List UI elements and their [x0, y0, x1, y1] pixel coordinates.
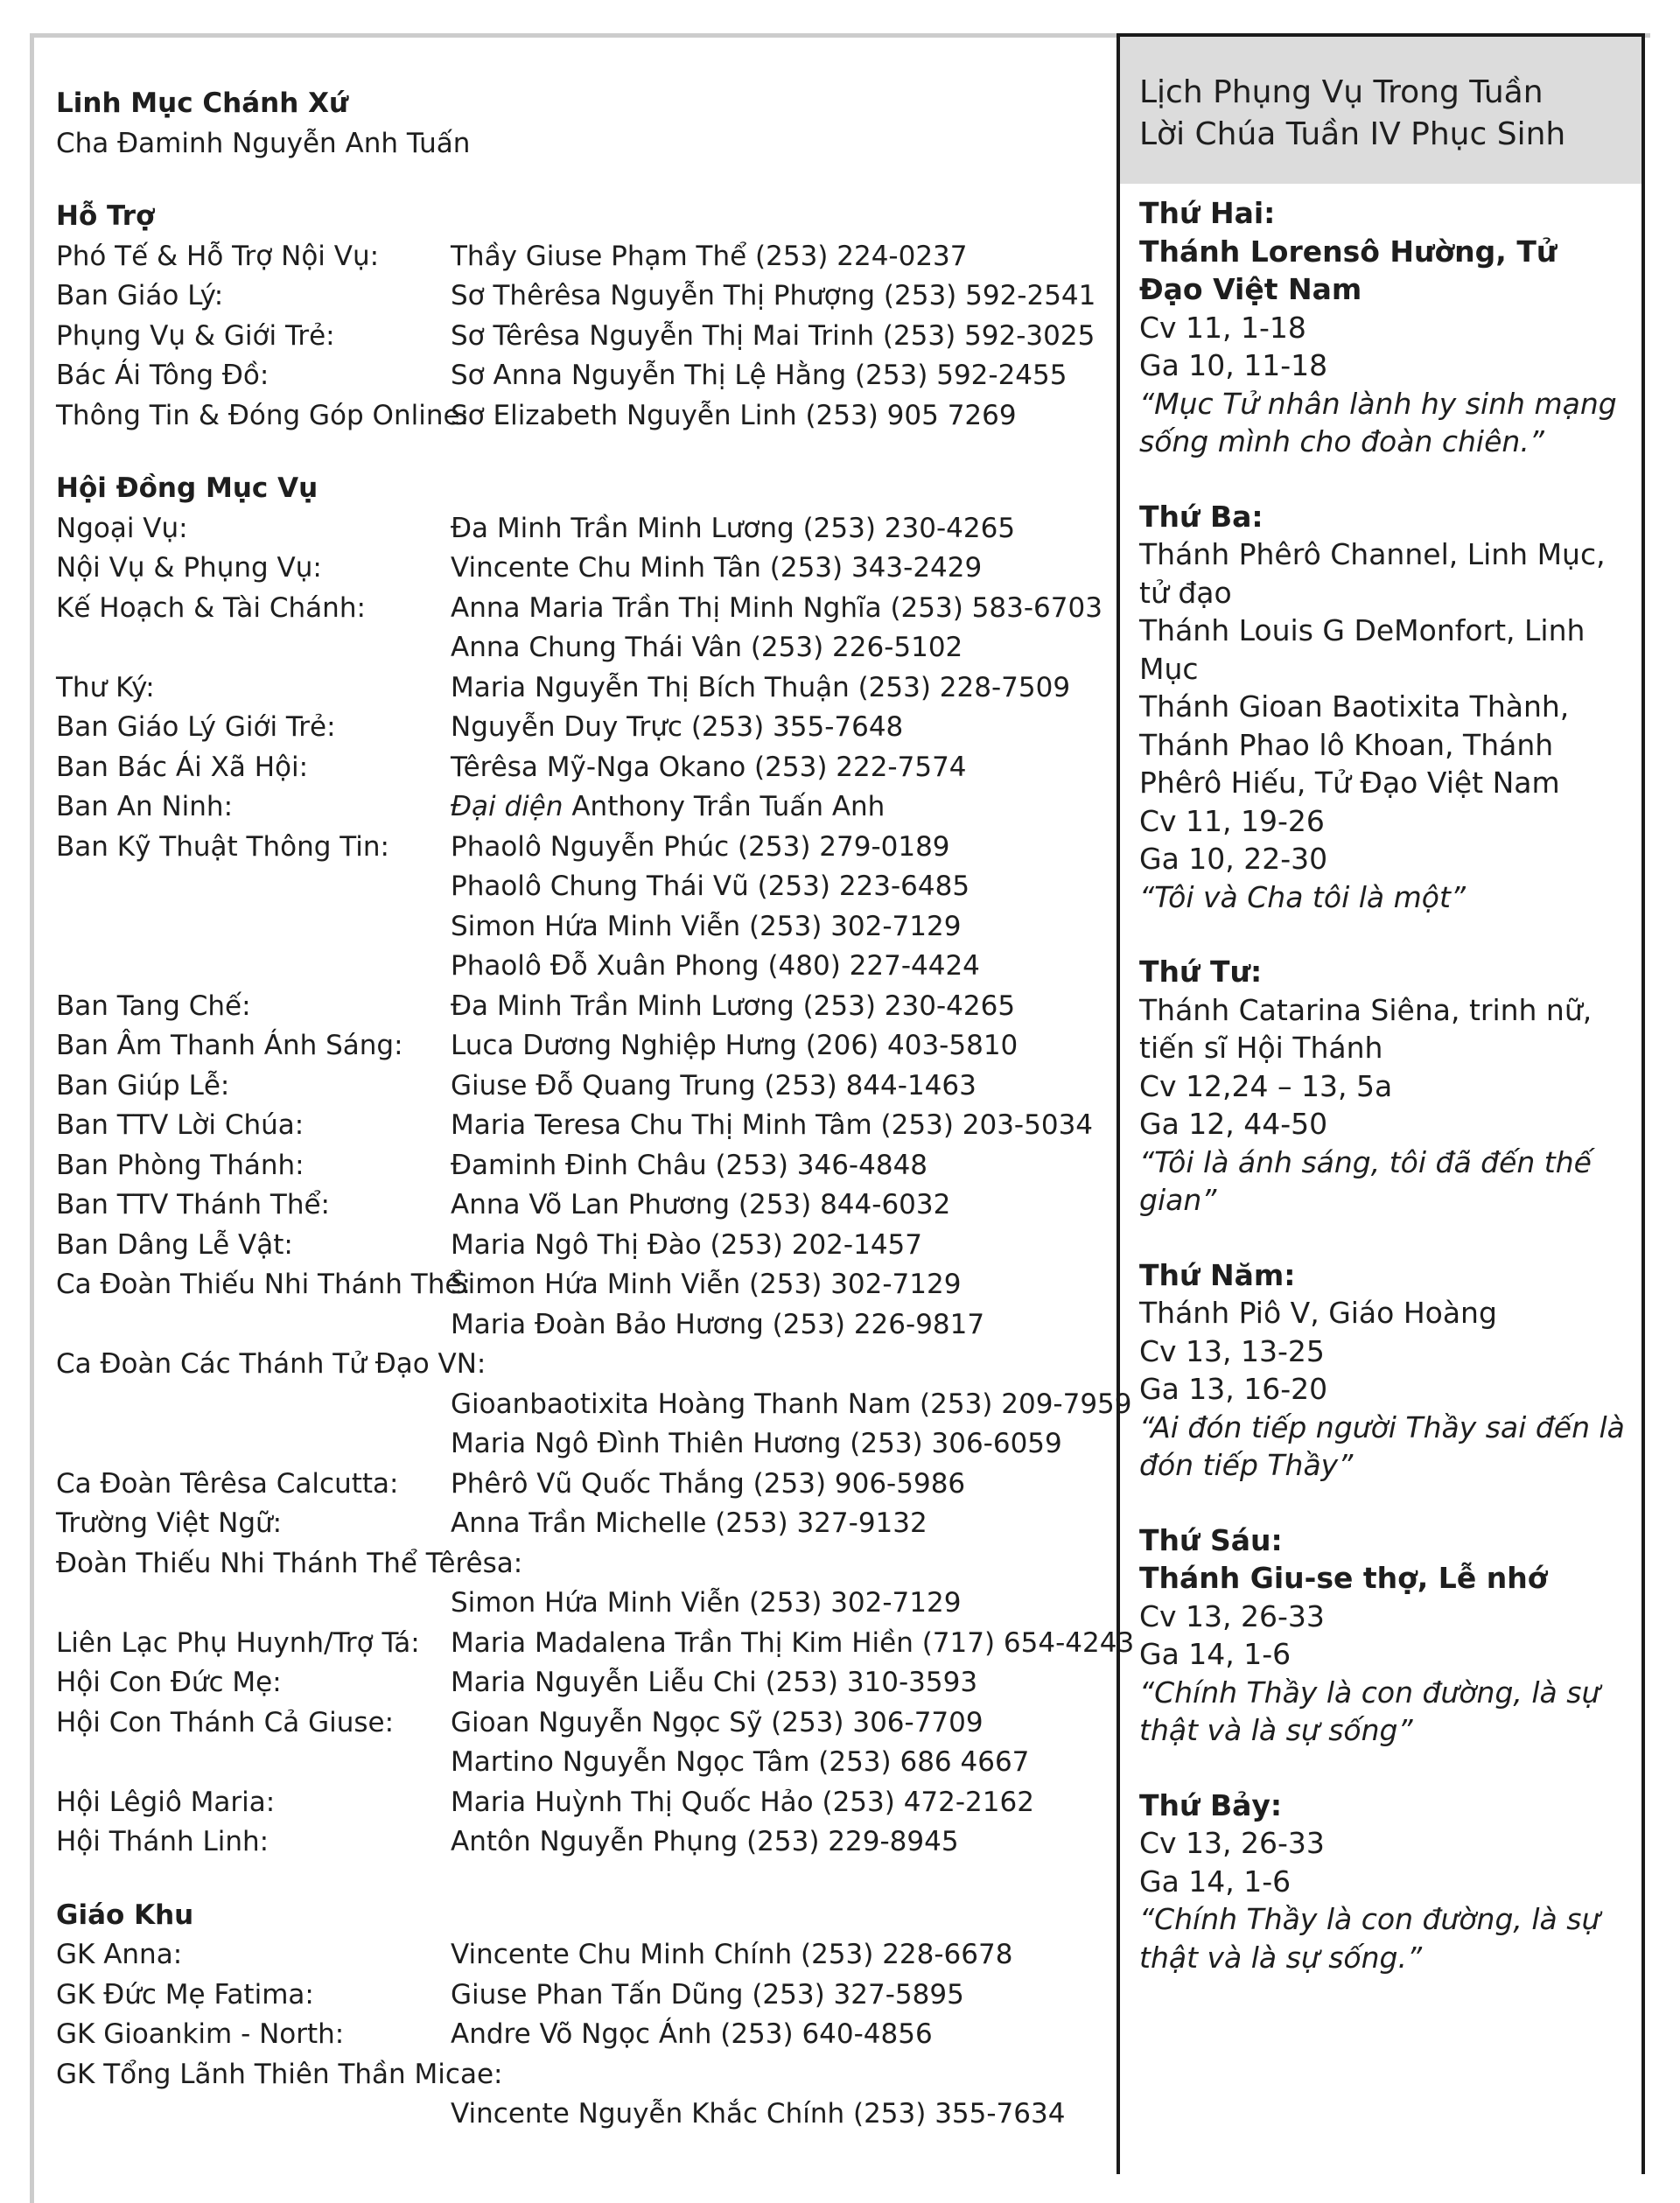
- liturgy-calendar: [1116, 33, 1645, 2174]
- council-row: [56, 1106, 1106, 1146]
- council-row: [56, 987, 1106, 1027]
- council-contact: Đa Minh Trần Minh Lương (253) 230-4265: [451, 990, 1016, 1022]
- council-role: [56, 1584, 451, 1624]
- council-contact: Maria Nguyễn Thị Bích Thuận (253) 228-7509: [451, 671, 1071, 703]
- scripture-reading: Ga 14, 1-6: [1139, 1637, 1292, 1671]
- day-spacer: [1139, 1485, 1626, 1521]
- scripture-reading: Ga 10, 11-18: [1139, 348, 1328, 382]
- gospel-quote: “Chính Thầy là con đường, là sự thật và là sự sống”: [1139, 1675, 1600, 1747]
- council-title: Hội Đồng Mục Vụ: [56, 472, 318, 504]
- scripture-reading: Cv 13, 26-33: [1139, 1826, 1325, 1860]
- council-role: Ngoại Vụ:: [56, 512, 188, 544]
- district-role: GK Anna:: [56, 1939, 183, 1970]
- district-row: [56, 2015, 1106, 2055]
- council-role: Hội Con Đức Mẹ:: [56, 1667, 282, 1698]
- liturgy-header: [1120, 37, 1642, 184]
- parish-directory: [56, 84, 1135, 2135]
- gospel-quote: “Chính Thầy là con đường, là sự thật và là sự sống.”: [1139, 1902, 1600, 1975]
- council-role: Ban Giáo Lý Giới Trẻ:: [56, 711, 336, 743]
- council-role: Ban TTV Thánh Thể:: [56, 1189, 330, 1220]
- saint-memorial: Thánh Piô V, Giáo Hoàng: [1139, 1296, 1497, 1330]
- districts-title: Giáo Khu: [56, 1899, 194, 1931]
- council-role: [56, 1305, 451, 1346]
- council-contact: Maria Huỳnh Thị Quốc Hảo (253) 472-2162: [451, 1786, 1034, 1818]
- council-role: [56, 1743, 451, 1783]
- district-contact: Vincente Chu Minh Chính (253) 228-6678: [451, 1939, 1013, 1970]
- council-contact: Luca Dương Nghiệp Hưng (206) 403-5810: [451, 1030, 1018, 1061]
- council-contact: Maria Teresa Chu Thị Minh Tâm (253) 203-5034: [451, 1109, 1094, 1141]
- council-role: [56, 907, 451, 948]
- council-row: [56, 748, 1106, 788]
- council-contact-note: Đại diện: [451, 791, 564, 822]
- support-row: [56, 317, 1106, 357]
- council-row: [56, 1265, 1106, 1305]
- scripture-reading: Ga 13, 16-20: [1139, 1372, 1328, 1406]
- council-contact: Martino Nguyễn Ngọc Tâm (253) 686 4667: [451, 1746, 1030, 1778]
- support-row: [56, 237, 1106, 277]
- scripture-reading: Cv 12,24 – 13, 5a: [1139, 1068, 1393, 1103]
- council-row: [56, 509, 1106, 549]
- council-row: [56, 1703, 1106, 1744]
- gospel-quote: “Tôi là ánh sáng, tôi đã đến thế gian”: [1139, 1144, 1592, 1217]
- support-contact: Thầy Giuse Phạm Thể (253) 224-0237: [451, 240, 968, 272]
- council-contact: Simon Hứa Minh Viễn (253) 302-7129: [451, 910, 962, 942]
- council-row: [56, 1663, 1106, 1703]
- support-contact: Sơ Anna Nguyễn Thị Lệ Hằng (253) 592-2455: [451, 360, 1068, 391]
- scripture-reading: Cv 11, 1-18: [1139, 310, 1306, 345]
- council-row: [56, 1226, 1106, 1266]
- council-role: Ban Âm Thanh Ánh Sáng:: [56, 1030, 403, 1061]
- support-row: [56, 396, 1106, 437]
- council-contact: Phaolô Chung Thái Vũ (253) 223-6485: [451, 871, 970, 902]
- saint-memorial: Thánh Louis G DeMonfort, Linh Mục: [1139, 613, 1586, 686]
- districts-list: [56, 1935, 1106, 2135]
- council-contact: Anna Chung Thái Vân (253) 226-5102: [451, 632, 963, 663]
- council-role: Ban Dâng Lễ Vật:: [56, 1228, 293, 1261]
- council-row: [56, 1783, 1106, 1823]
- council-contact: Phaolô Đỗ Xuân Phong (480) 227-4424: [451, 950, 980, 982]
- council-row: [56, 708, 1106, 748]
- gospel-quote: “Tôi và Cha tôi là một”: [1139, 879, 1466, 914]
- support-list: [56, 237, 1106, 437]
- district-group-label: GK Tổng Lãnh Thiên Thần Micae:: [56, 2058, 503, 2090]
- day-spacer: [1139, 461, 1626, 498]
- scripture-reading: Cv 13, 26-33: [1139, 1598, 1325, 1633]
- council-contact: Vincente Chu Minh Tân (253) 343-2429: [451, 552, 983, 584]
- saint-memorial: Thánh Phêrô Channel, Linh Mục, tử đạo: [1139, 537, 1606, 610]
- district-contact: Giuse Phan Tấn Dũng (253) 327-5895: [451, 1978, 964, 2011]
- council-row: [56, 1504, 1106, 1544]
- day-title: Thứ Tư:: [1139, 955, 1263, 989]
- scripture-reading: Ga 14, 1-6: [1139, 1864, 1292, 1899]
- district-contact: Vincente Nguyễn Khắc Chính (253) 355-7634: [451, 2098, 1066, 2130]
- support-role: Bác Ái Tông Đồ:: [56, 360, 270, 391]
- council-row: [56, 947, 1106, 987]
- district-contact: Andre Võ Ngọc Ánh (253) 640-4856: [451, 2018, 933, 2050]
- support-role: Thông Tin & Đóng Góp Online:: [56, 399, 469, 431]
- council-role: Nội Vụ & Phụng Vụ:: [56, 552, 322, 584]
- liturgy-days: [1120, 184, 1642, 1976]
- feast-name: Thánh Lorensô Hường, Tử Đạo Việt Nam: [1139, 234, 1558, 306]
- scripture-reading: Cv 13, 13-25: [1139, 1333, 1325, 1368]
- district-row: [56, 2095, 1106, 2135]
- council-row: [56, 1822, 1106, 1863]
- day-title: Thứ Bảy:: [1139, 1787, 1283, 1822]
- council-role: Liên Lạc Phụ Huynh/Trợ Tá:: [56, 1626, 420, 1659]
- council-contact: Maria Ngô Thị Đào (253) 202-1457: [451, 1228, 922, 1261]
- support-contact: Sơ Elizabeth Nguyễn Linh (253) 905 7269: [451, 399, 1017, 431]
- council-contact: Antôn Nguyễn Phụng (253) 229-8945: [451, 1826, 959, 1857]
- council-row: [56, 1026, 1106, 1067]
- council-row: [56, 1305, 1106, 1346]
- feast-name: Thánh Giu-se thợ, Lễ nhớ: [1139, 1561, 1548, 1595]
- council-role: Ca Đoàn Têrêsa Calcutta:: [56, 1467, 399, 1500]
- council-row: [56, 1385, 1132, 1425]
- council-row: [56, 589, 1106, 629]
- district-role: GK Gioankim - North:: [56, 2018, 345, 2050]
- day-spacer: [1139, 1220, 1626, 1256]
- council-role: Hội Lêgiô Maria:: [56, 1786, 276, 1818]
- council-contact: Têrêsa Mỹ-Nga Okano (253) 222-7574: [451, 751, 967, 783]
- support-title: Hỗ Trợ: [56, 200, 155, 232]
- council-role: [56, 867, 451, 907]
- council-group-label: Đoàn Thiếu Nhi Thánh Thể Têrêsa:: [56, 1547, 523, 1579]
- council-row: [56, 867, 1106, 907]
- liturgy-header-subtitle: Lời Chúa Tuần IV Phục Sinh: [1139, 116, 1566, 152]
- council-contact: Giuse Đỗ Quang Trung (253) 844-1463: [451, 1069, 976, 1102]
- council-contact: Nguyễn Duy Trực (253) 355-7648: [451, 711, 904, 743]
- gospel-quote: “Ai đón tiếp người Thầy sai đến là đón tiếp Thầy”: [1139, 1409, 1625, 1482]
- council-row: [56, 668, 1106, 709]
- council-contact: Maria Madalena Trần Thị Kim Hiền (717) 654-4243: [451, 1626, 1135, 1659]
- council-contact: Đa Minh Trần Minh Lương (253) 230-4265: [451, 512, 1016, 544]
- council-row: [56, 907, 1106, 948]
- council-row: [56, 1146, 1106, 1186]
- council-contact: Phaolô Nguyễn Phúc (253) 279-0189: [451, 830, 950, 863]
- council-contact: Maria Nguyễn Liễu Chi (253) 310-3593: [451, 1667, 978, 1698]
- pastor-name: Cha Đaminh Nguyễn Anh Tuấn: [56, 127, 471, 159]
- council-contact: Anna Maria Trần Thị Minh Nghĩa (253) 583-6703: [451, 591, 1102, 624]
- council-contact: Đaminh Đinh Châu (253) 346-4848: [451, 1149, 928, 1181]
- day-title: Thứ Ba:: [1139, 499, 1264, 534]
- council-contact: Gioanbaotixita Hoàng Thanh Nam (253) 209-7959: [451, 1388, 1132, 1420]
- council-role: [56, 947, 451, 987]
- support-row: [56, 356, 1106, 396]
- support-row: [56, 276, 1106, 317]
- council-row: [56, 1743, 1106, 1783]
- council-row: [56, 549, 1106, 589]
- council-role: Ca Đoàn Thiếu Nhi Thánh Thể:: [56, 1269, 471, 1300]
- council-role: Trường Việt Ngữ:: [56, 1507, 283, 1539]
- council-row: [56, 1067, 1106, 1107]
- liturgy-header-title: Lịch Phụng Vụ Trong Tuần: [1139, 74, 1544, 110]
- gospel-quote: “Mục Tử nhân lành hy sinh mạng sống mình cho đoàn chiên.”: [1139, 386, 1617, 458]
- support-role: Ban Giáo Lý:: [56, 280, 224, 311]
- council-role: Hội Con Thánh Cả Giuse:: [56, 1706, 395, 1738]
- council-row: [56, 787, 1106, 828]
- council-list: [56, 509, 1135, 1863]
- support-role: Phó Tế & Hỗ Trợ Nội Vụ:: [56, 240, 380, 272]
- council-contact: Đại diện Anthony Trần Tuấn Anh: [451, 791, 886, 822]
- council-role: [56, 1385, 451, 1425]
- council-row: [56, 828, 1106, 868]
- council-contact: Simon Hứa Minh Viễn (253) 302-7129: [451, 1269, 962, 1300]
- council-group-label: Ca Đoàn Các Thánh Tử Đạo VN:: [56, 1348, 486, 1380]
- council-contact: Gioan Nguyễn Ngọc Sỹ (253) 306-7709: [451, 1706, 984, 1738]
- council-role: [56, 1424, 451, 1465]
- district-role: [56, 2095, 451, 2135]
- day-title: Thứ Sáu:: [1139, 1522, 1283, 1557]
- support-contact: Sơ Thêrêsa Nguyễn Thị Phượng (253) 592-2541: [451, 280, 1096, 311]
- day-title: Thứ Năm:: [1139, 1257, 1296, 1292]
- council-role: Ban Bác Ái Xã Hội:: [56, 751, 309, 783]
- council-row: [56, 1624, 1135, 1664]
- council-role: [56, 628, 451, 668]
- day-spacer: [1139, 1750, 1626, 1787]
- council-row: [56, 1424, 1106, 1465]
- council-contact: Maria Đoàn Bảo Hương (253) 226-9817: [451, 1308, 985, 1340]
- council-role: Ban Giúp Lễ:: [56, 1069, 230, 1102]
- council-role: Ban TTV Lời Chúa:: [56, 1109, 304, 1141]
- council-row: [56, 1584, 1106, 1624]
- council-role: Ban An Ninh:: [56, 791, 234, 822]
- council-role: Ban Kỹ Thuật Thông Tin:: [56, 830, 389, 863]
- day-spacer: [1139, 916, 1626, 953]
- council-contact: Simon Hứa Minh Viễn (253) 302-7129: [451, 1587, 962, 1619]
- council-role: Ban Phòng Thánh:: [56, 1149, 304, 1181]
- district-role: GK Đức Mẹ Fatima:: [56, 1978, 314, 2011]
- council-role: Thư Ký:: [56, 671, 155, 703]
- day-title: Thứ Hai:: [1139, 196, 1276, 230]
- council-role: Ban Tang Chế:: [56, 990, 251, 1022]
- council-contact: Anna Trần Michelle (253) 327-9132: [451, 1507, 928, 1539]
- council-contact: Phêrô Vũ Quốc Thắng (253) 906-5986: [451, 1467, 966, 1500]
- pastor-title: Linh Mục Chánh Xứ: [56, 87, 349, 119]
- council-row: [56, 1465, 1106, 1505]
- council-row: [56, 628, 1106, 668]
- scripture-reading: Ga 10, 22-30: [1139, 842, 1328, 876]
- council-role: Kế Hoạch & Tài Chánh:: [56, 591, 366, 624]
- scripture-reading: Ga 12, 44-50: [1139, 1107, 1328, 1141]
- district-row: [56, 1935, 1106, 1976]
- council-row: [56, 1185, 1106, 1226]
- council-contact: Anna Võ Lan Phương (253) 844-6032: [451, 1189, 951, 1220]
- scripture-reading: Cv 11, 19-26: [1139, 803, 1325, 838]
- support-role: Phụng Vụ & Giới Trẻ:: [56, 319, 335, 352]
- support-contact: Sơ Têrêsa Nguyễn Thị Mai Trinh (253) 592-3025: [451, 319, 1096, 352]
- council-contact: Maria Ngô Đình Thiên Hương (253) 306-6059: [451, 1428, 1062, 1459]
- council-role: Hội Thánh Linh:: [56, 1826, 270, 1857]
- saint-memorial: Thánh Catarina Siêna, trinh nữ, tiến sĩ Hội Thánh: [1139, 992, 1592, 1065]
- district-row: [56, 1976, 1106, 2016]
- saint-memorial: Thánh Gioan Baotixita Thành, Thánh Phao lô Khoan, Thánh Phêrô Hiếu, Tử Đạo Việt Nam: [1139, 689, 1570, 800]
